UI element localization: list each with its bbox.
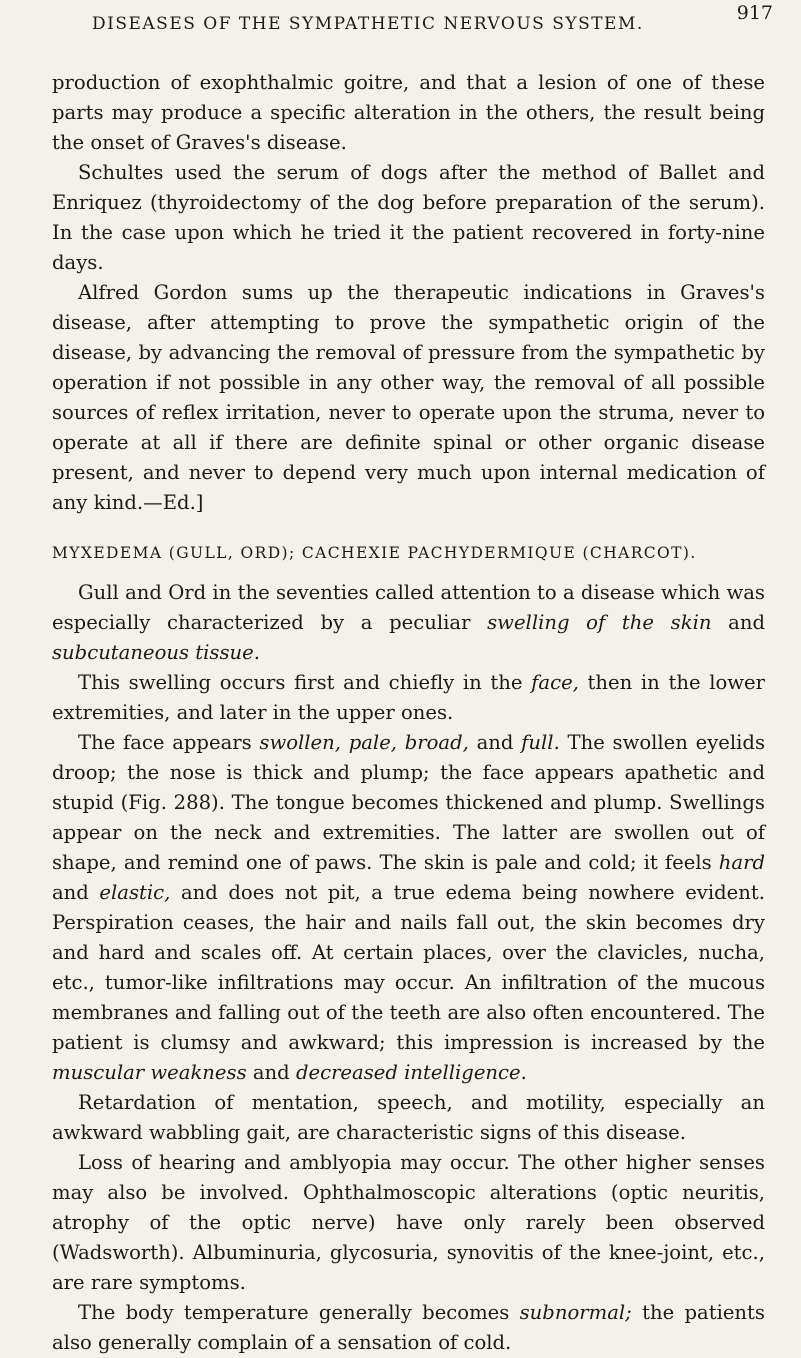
emphasis: full. <box>521 731 560 754</box>
paragraph-face: The face appears swollen, pale, broad, and full. The swollen eyelids droop; the nose is thick and plump; the face appears apathetic and stupid (Fig. 288). The tongue becomes thickened and plump. Swellings appear on the neck and extremities. The latter are swollen out of shape, and remind one of paws. The skin is pale and cold; it feels hard and elastic, and does not pit, a true edema being nowhere evident. Perspiration ceases, the hair and nails fall out, the skin becomes dry and hard and scales off. At certain places, over the clavicles, nucha, etc., tumor-like infiltrations may occur. An infiltration of the mucous membranes and falling out of the teeth are also often encountered. The patient is clumsy and awkward; this impression is increased by the muscular weakness and decreased intelligence. <box>52 731 765 1084</box>
section-heading: MYXEDEMA (GULL, ORD); CACHEXIE PACHYDERMIQUE (CHARCOT). <box>52 544 697 562</box>
body-text <box>52 68 765 1358</box>
emphasis: subcutaneous tissue. <box>52 641 260 664</box>
emphasis: swollen, pale, broad, <box>259 731 469 754</box>
paragraph-temperature: The body temperature generally becomes subnormal; the patients also generally complain of a sensation of cold. <box>52 1301 765 1354</box>
page-number: 917 <box>736 2 773 24</box>
paragraph-gordon: Alfred Gordon sums up the therapeutic indications in Graves's disease, after attempting to prove the sympathetic origin of the disease, by advancing the removal of pressure from the sympathetic by operation if not possible in any other way, the removal of all possible sources of reflex irritation, never to operate upon the struma, never to operate at all if there are definite spinal or other organic disease present, and never to depend very much upon internal medication of any kind.—Ed.] <box>52 281 765 514</box>
paragraph-continuation: production of exophthalmic goitre, and that a lesion of one of these parts may produce a specific alteration in the others, the result being the onset of Graves's disease. <box>52 71 765 154</box>
emphasis: subnormal; <box>519 1301 632 1324</box>
emphasis: swelling of the skin <box>487 611 712 634</box>
running-title: DISEASES OF THE SYMPATHETIC NERVOUS SYSTEM. <box>92 14 644 34</box>
emphasis: hard <box>718 851 765 874</box>
paragraph-retardation: Retardation of mentation, speech, and motility, especially an awkward wabbling gait, are characteristic signs of this disease. <box>52 1091 765 1144</box>
emphasis: elastic, <box>99 881 171 904</box>
page-header <box>52 0 773 68</box>
paragraph-gull-ord: Gull and Ord in the seventies called attention to a disease which was especially characterized by a peculiar swelling of the skin and subcutaneous tissue. <box>52 581 765 664</box>
emphasis: face, <box>531 671 579 694</box>
emphasis: muscular weakness <box>52 1061 247 1084</box>
emphasis: decreased intelligence. <box>295 1061 527 1084</box>
paragraph-swelling: This swelling occurs first and chiefly in the face, then in the lower extremities, and later in the upper ones. <box>52 671 765 724</box>
paragraph-hearing: Loss of hearing and amblyopia may occur. The other higher senses may also be involved. Ophthalmoscopic alterations (optic neuritis, atrophy of the optic nerve) have only rarely been observed (Wadsworth). Albuminuria, glycosuria, synovitis of the knee-joint, etc., are rare symptoms. <box>52 1151 765 1294</box>
paragraph-schultes: Schultes used the serum of dogs after the method of Ballet and Enriquez (thyroidectomy of the dog before preparation of the serum). In the case upon which he tried it the patient recovered in forty-nine days. <box>52 161 765 274</box>
